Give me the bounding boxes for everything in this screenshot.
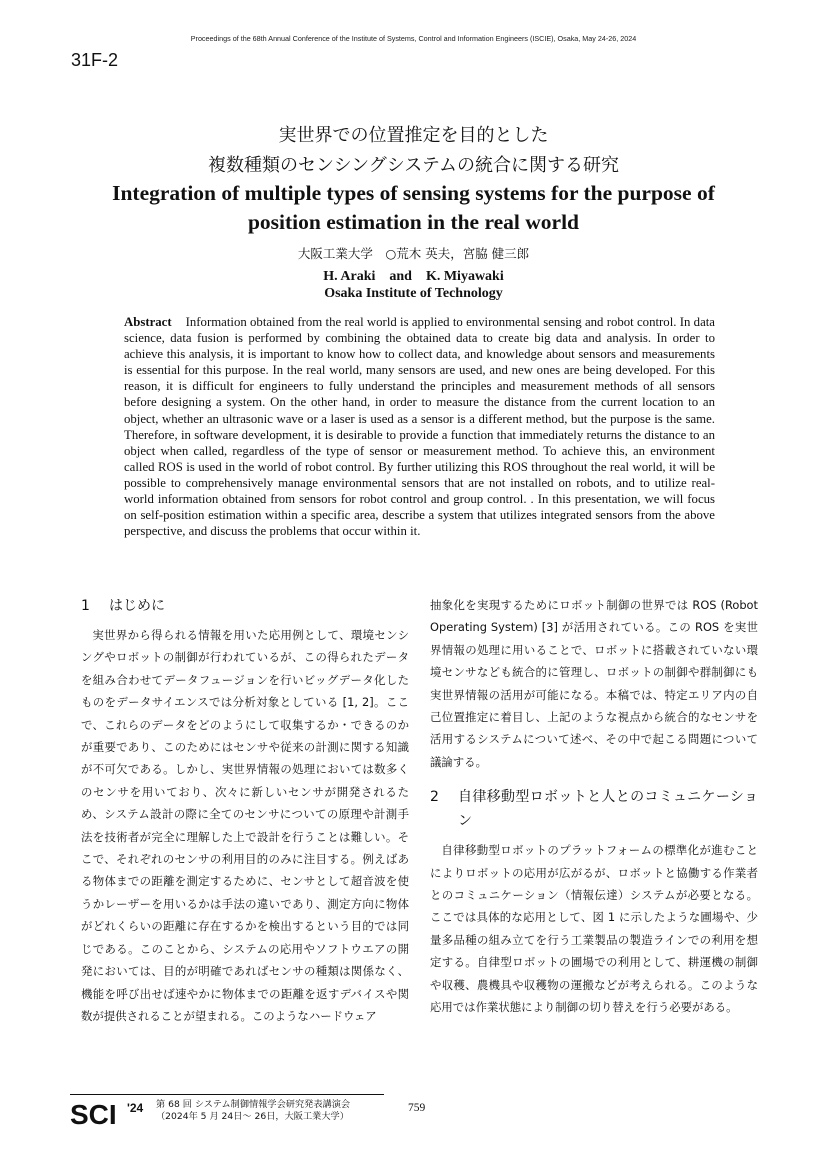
- abstract-label: Abstract: [124, 315, 172, 329]
- sci24-logo: [70, 1097, 152, 1127]
- abstract: [124, 314, 715, 539]
- logo-text: SCI: [70, 1099, 117, 1127]
- footer-line2: （2024年 5 月 24日～ 26日，大阪工業大学）: [156, 1111, 349, 1122]
- logo-year: '24: [127, 1101, 144, 1115]
- section-2-heading: [430, 785, 758, 833]
- abstract-text: Information obtained from the real world is applied to environmental sensing and robot control. In data science, data fusion is performed by combining the obtained data to create big data and analysis. In order to achieve this analysis, it is important to know how to collect data, and knowledge about sensors and measurements is essential for this purpose. In the real world, many sensors are used, and new ones are being developed. For this reason, it is difficult for engineers to fully understand the principles and measurement methods of all sensors before designing a system. On the other hand, in order to measure the distance from the current location to an object, whether an ultrasonic wave or a laser is used as a sensor is a different method, but the purpose is the same. Therefore, in software development, it is desirable to provide a function that immediately returns the distance to an object when called, regardless of the type of sensor or measurement method. To achieve this, an environment called ROS is used in the world of robot control. By further utilizing this ROS throughout the real world, it will be possible to comprehensively manage environmental sensors that are not installed on robots, and to utilize real-world information obtained from sensors for robot control and group control. . In this presentation, we will focus on self-position estimation within a specific area, describe a system that utilizes integrated sensors from the above perspective, and discuss the problems that occur within it.: [124, 315, 715, 539]
- left-column: [81, 594, 409, 1027]
- authors-en: H. Araki and K. Miyawaki: [323, 269, 504, 284]
- paper-id: 31F-2: [71, 50, 119, 70]
- section-2-number: 2: [430, 789, 439, 806]
- section-2-title: 自律移動型ロボットと人とのコミュニケーション: [458, 789, 758, 830]
- section-1-paragraph-1: 実世界から得られる情報を用いた応用例として、環境センシングやロボットの制御が行われているが、この得られたデータを組み合わせてデータフュージョンを行いビッグデータ化したものをデータサイエンスでは分析対象としている [1, 2]。ここで、これらのデータをどのようにして収集するか・できるのかが重要であり、このためにはセンサや従来の計測に関する知識が不可欠である。しかし、実世界情報の処理においては数多くのセンサを用いており、次々に新しいセンサが開発されるため、システム設計の際に全てのセンサについての原理や計測手法を技術者が完全に理解した上で設計を行うことは難しい。そこで、それぞれのセンサの利用目的のみに注目する。例えばある物体までの距離を測定するために、センサとして超音波を使うかレーザーを用いるかは手法の違いであり、測定方向に物体がどれくらいの距離に存在するかを検出するという目的では同じである。このことから、システムの応用やソフトウエアの開発においては、目的が明確であればセンサの種類は関係なく、機能を呼び出せば速やかに物体までの距離を返すデバイスや関数が提供されることが望まれる。このようなハードウェア: [81, 628, 409, 1023]
- section-2-paragraph-1: 自律移動型ロボットのプラットフォームの標準化が進むことによりロボットの応用が広がるが、ロボットと協働する作業者とのコミュニケーション（情報伝達）システムが必要となる。ここでは具体的な応用として、図 1 に示したような圃場や、少量多品種の組み立てを行う工業製品の製造ラインでの利用を想定する。自律型ロボットの圃場での利用として、耕運機の制御や収穫、農機具や収穫物の運搬などが考えられる。このような応用では作業状態により制御の切り替えを行う必要がある。: [430, 843, 758, 1015]
- section-1-number: 1: [81, 598, 90, 614]
- title-en-line2: position estimation in the real world: [247, 210, 580, 234]
- section-1-paragraph-2: 抽象化を実現するためにロボット制御の世界では ROS (Robot Operating System) [3] が活用されている。この ROS を実世界情報の処理に用いることで、ロボットに搭載されていない環境センサなども統合的に管理し、ロボットの制御や群制御にも実世界情報の活用が可能になる。本稿では、特定エリア内の自己位置推定に着目し、上記のような視点から統合的なセンサを活用するシステムについて述べ、その中で起こる問題について議論する。: [430, 598, 758, 769]
- right-column: [430, 594, 758, 1019]
- title-jp-line2: 複数種類のセンシングシステムの統合に関する研究: [208, 155, 619, 176]
- footer-line1: 第 68 回 システム制御情報学会研究発表講演会: [156, 1099, 351, 1110]
- authors-jp: 大阪工業大学 ○荒木 英夫，宮脇 健三郎: [297, 246, 530, 261]
- running-head: Proceedings of the 68th Annual Conference of the Institute of Systems, Control and Information Engineers (ISCIE), Osaka, May 24-26, 2024: [190, 34, 637, 43]
- footer-text: [156, 1099, 350, 1123]
- section-1-title: はじめに: [109, 598, 165, 614]
- section-1-heading: [81, 594, 409, 618]
- page-number: 759: [408, 1102, 426, 1114]
- affiliation-en: Osaka Institute of Technology: [324, 286, 503, 301]
- title-en-line1: Integration of multiple types of sensing systems for the purpose of: [112, 181, 715, 205]
- title-jp-line1: 実世界での位置推定を目的とした: [278, 125, 549, 146]
- footer-rule: [70, 1094, 384, 1095]
